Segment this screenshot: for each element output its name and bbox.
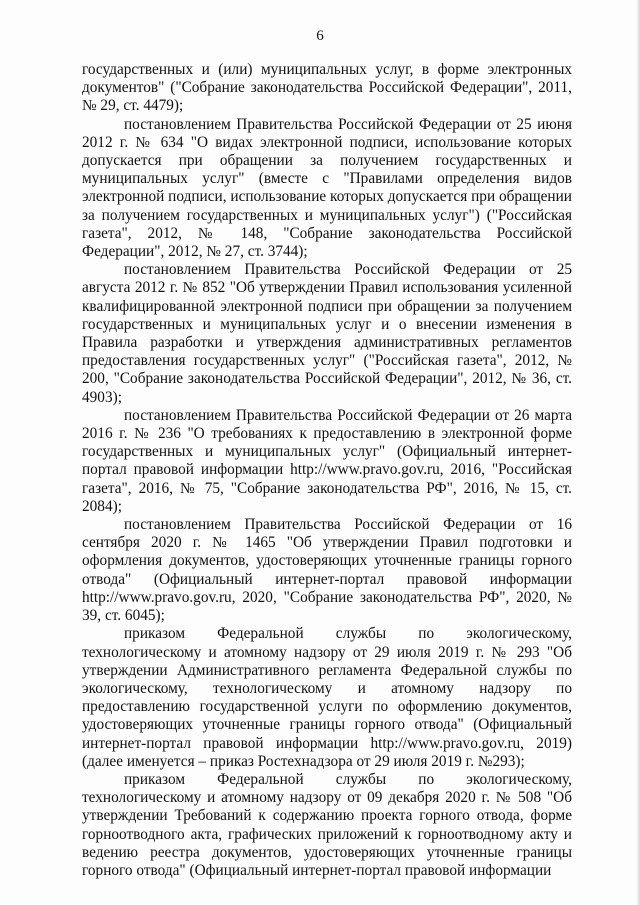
scan-edge-shadow	[636, 0, 640, 905]
paragraph-order-508: приказом Федеральной службы по экологическому, технологическому и атомному надзору от 09 декабря 2020 г. № 508 "Об утверждении Требований к содержанию проекта горного отвода, форме горноотводного акта, графических приложений к горноотводному акту и ведению реестра документов, удостоверяющих уточненные границы горного отвода" (Официальный интернет-портал правовой информации	[82, 770, 572, 879]
paragraph-resolution-236: постановлением Правительства Российской Федерации от 26 марта 2016 г. № 236 "О требованиях к предоставлению в электронной форме государственных и муниципальных услуг" (Официальный интернет-портал правовой информации http://www.pravo.gov.ru, 2016, "Российская газета", 2016, № 75, "Собрание законодательства РФ", 2016, № 15, ст. 2084);	[82, 406, 572, 515]
paragraph-resolution-1465: постановлением Правительства Российской Федерации от 16 сентября 2020 г. № 1465 "Об утверждении Правил подготовки и оформления документов, удостоверяющих уточненные границы горного отвода" (Официальный интернет-портал правовой информации http://www.pravo.gov.ru, 2020, "Собрание законодательства РФ", 2020, № 39, ст. 6045);	[82, 516, 572, 625]
paragraph-continuation: государственных и (или) муниципальных услуг, в форме электронных документов" ("Собрание законодательства Российской Федерации", 2011, № 29, ст. 4479);	[82, 61, 572, 115]
page-number: 6	[316, 28, 324, 44]
document-body	[82, 61, 572, 880]
paragraph-order-293: приказом Федеральной службы по экологическому, технологическому и атомному надзору от 29 июля 2019 г. № 293 "Об утверждении Административного регламента Федеральной службы по экологическому, технологическому и атомному надзору по предоставлению государственной услуги по оформлению документов, удостоверяющих уточненные границы горного отвода" (Официальный интернет-портал правовой информации http://www.pravo.gov.ru, 2019) (далее именуется – приказ Ростехнадзора от 29 июля 2019 г. №293);	[82, 625, 572, 770]
paragraph-resolution-634: постановлением Правительства Российской Федерации от 25 июня 2012 г. № 634 "О видах электронной подписи, использование которых допускается при обращении за получением государственных и муниципальных услуг" (вместе с "Правилами определения видов электронной подписи, использование которых допускается при обращении за получением государственных и муниципальных услуг") ("Российская газета", 2012, № 148, "Собрание законодательства Российской Федерации", 2012, № 27, ст. 3744);	[82, 115, 572, 261]
paragraph-resolution-852: постановлением Правительства Российской Федерации от 25 августа 2012 г. № 852 "Об утверждении Правил использования усиленной квалифицированной электронной подписи при обращении за получением государственных и муниципальных услуг и о внесении изменения в Правила разработки и утверждения административных регламентов предоставления государственных услуг" ("Российская газета", 2012, № 200, "Собрание законодательства Российской Федерации", 2012, № 36, ст. 4903);	[82, 261, 572, 406]
